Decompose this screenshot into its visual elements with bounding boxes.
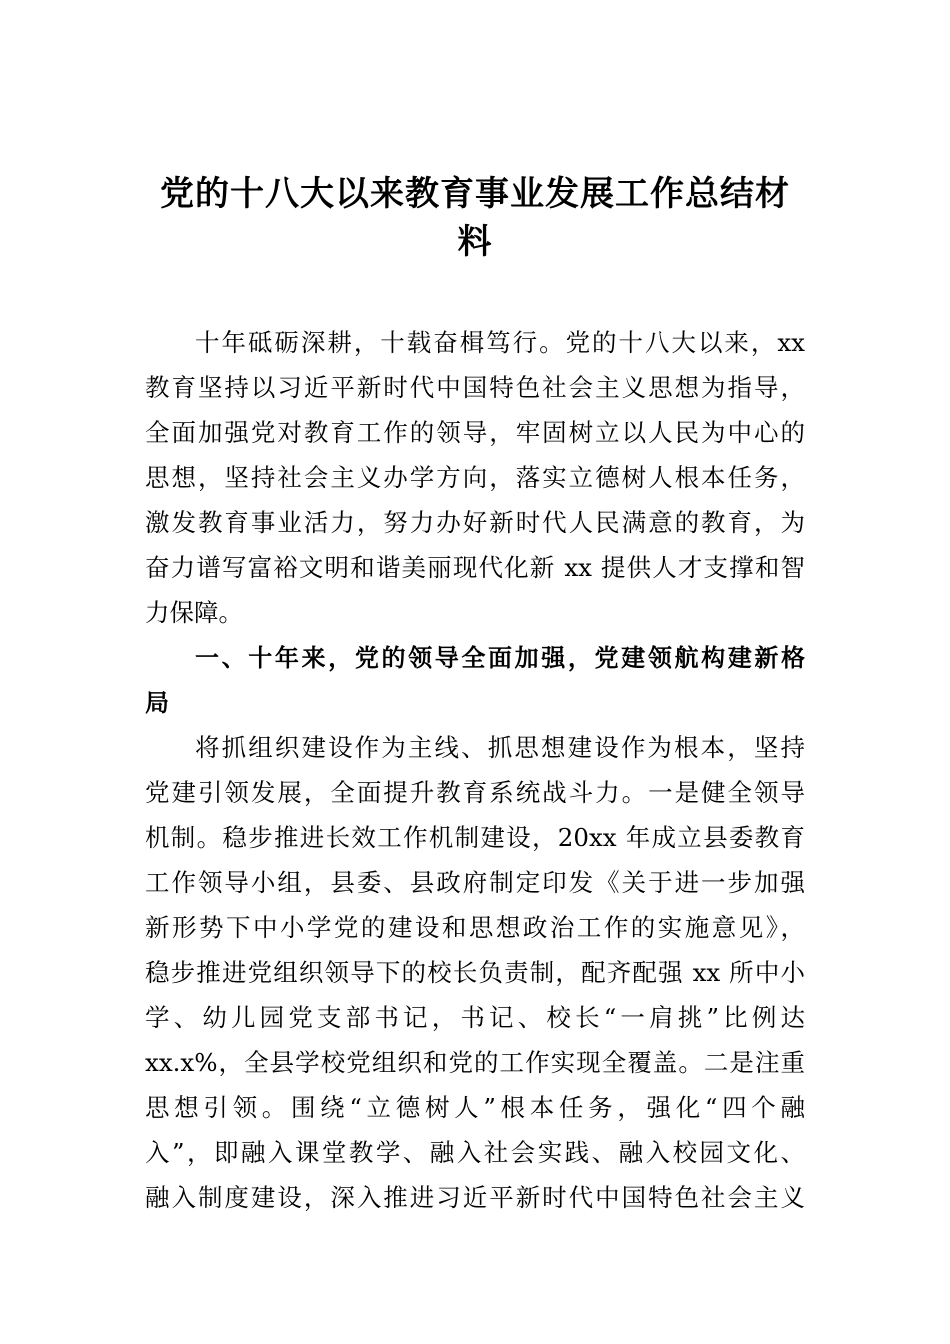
paragraph-line: 思想引领。围绕“立德树人”根本任务，强化“四个融 <box>145 1093 805 1122</box>
paragraph-line: 十年砥砺深耕，十载奋楫笃行。党的十八大以来，xx <box>195 328 805 357</box>
paragraph-line: 机制。稳步推进长效工作机制建设，20xx 年成立县委教育 <box>145 823 805 852</box>
paragraph-line: 将抓组织建设作为主线、抓思想建设作为根本，坚持 <box>195 733 805 762</box>
paragraph-line: 思想，坚持社会主义办学方向，落实立德树人根本任务， <box>145 463 805 492</box>
document-title-line-2: 料 <box>457 222 493 262</box>
paragraph-line: 新形势下中小学党的建设和思想政治工作的实施意见》， <box>145 913 805 942</box>
paragraph-line: 党建引领发展，全面提升教育系统战斗力。一是健全领导 <box>145 778 805 807</box>
paragraph-line: 力保障。 <box>145 598 243 627</box>
paragraph-line: 稳步推进党组织领导下的校长负责制，配齐配强 xx 所中小 <box>145 958 805 987</box>
paragraph-line: 学、幼儿园党支部书记，书记、校长“一肩挑”比例达 <box>145 1003 805 1032</box>
heading-line: 一、十年来，党的领导全面加强，党建领航构建新格 <box>195 644 805 672</box>
document-title-line-1: 党的十八大以来教育事业发展工作总结材 <box>160 174 790 214</box>
paragraph-line: 入”，即融入课堂教学、融入社会实践、融入校园文化、 <box>145 1138 805 1167</box>
paragraph-line: 奋力谱写富裕文明和谐美丽现代化新 xx 提供人才支撑和智 <box>145 553 805 582</box>
paragraph-line: 激发教育事业活力，努力办好新时代人民满意的教育，为 <box>145 508 805 537</box>
heading-line: 局 <box>145 689 169 717</box>
paragraph-line: xx.x%，全县学校党组织和党的工作实现全覆盖。二是注重 <box>145 1048 805 1077</box>
paragraph-line: 融入制度建设，深入推进习近平新时代中国特色社会主义 <box>145 1183 805 1212</box>
paragraph-line: 工作领导小组，县委、县政府制定印发《关于进一步加强 <box>145 868 805 897</box>
paragraph-line: 全面加强党对教育工作的领导，牢固树立以人民为中心的 <box>145 418 805 447</box>
paragraph-line: 教育坚持以习近平新时代中国特色社会主义思想为指导， <box>145 373 805 402</box>
